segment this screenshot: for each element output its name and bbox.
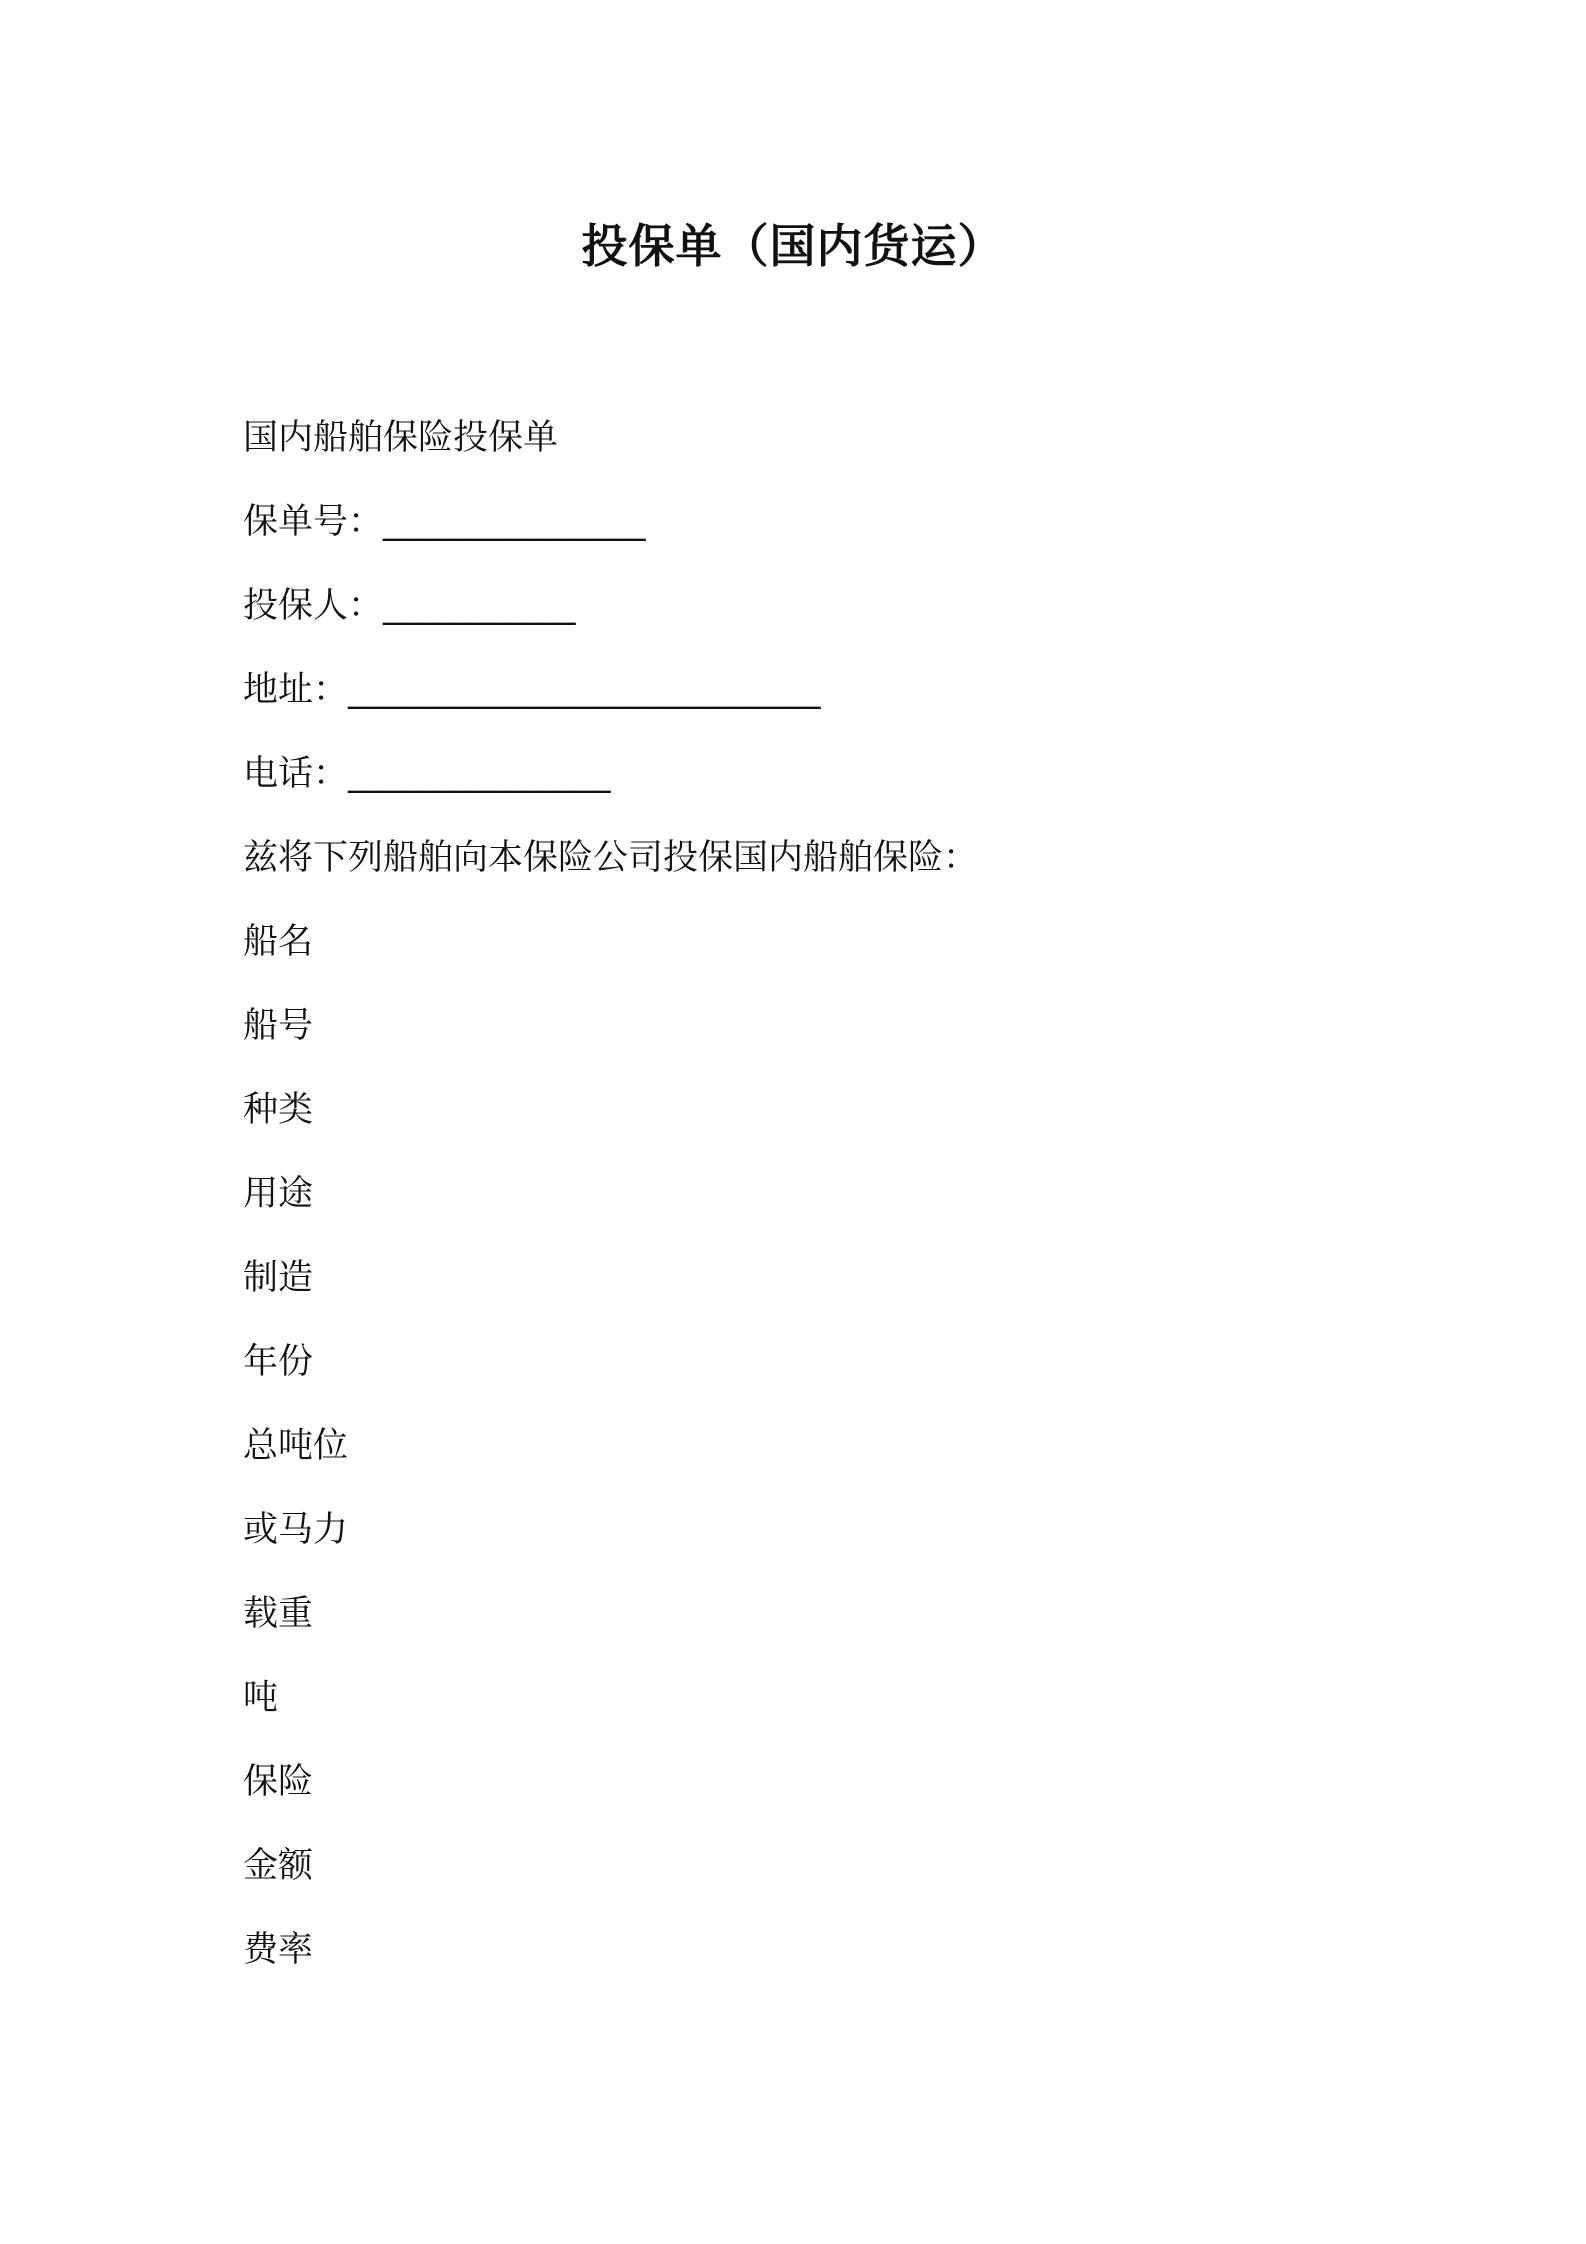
document-title: 投保单（国内货运） xyxy=(581,219,1005,273)
applicant-field: 投保人：___________ xyxy=(243,586,576,626)
ship-name-label: 船名 xyxy=(243,922,314,962)
document-body xyxy=(243,408,1443,2004)
form-heading: 国内船舶保险投保单 xyxy=(243,418,559,458)
ship-type-label: 种类 xyxy=(243,1090,314,1130)
address-field: 地址：___________________________ xyxy=(243,670,821,710)
policy-number-field: 保单号：_______________ xyxy=(243,502,646,542)
ship-purpose-label: 用途 xyxy=(243,1174,314,1214)
year-label: 年份 xyxy=(243,1342,314,1382)
tons-label: 吨 xyxy=(243,1678,279,1718)
build-label: 制造 xyxy=(243,1258,314,1298)
deadweight-label: 载重 xyxy=(243,1594,314,1634)
amount-label: 金额 xyxy=(243,1846,314,1886)
premium-rate-label: 费率 xyxy=(243,1930,314,1970)
gross-tonnage-label: 总吨位 xyxy=(243,1426,349,1466)
phone-field: 电话：_______________ xyxy=(243,754,611,794)
declaration-text: 兹将下列船舶向本保险公司投保国内船舶保险： xyxy=(243,838,979,878)
ship-number-label: 船号 xyxy=(243,1006,314,1046)
insurance-label: 保险 xyxy=(243,1762,314,1802)
horsepower-label: 或马力 xyxy=(243,1510,349,1550)
